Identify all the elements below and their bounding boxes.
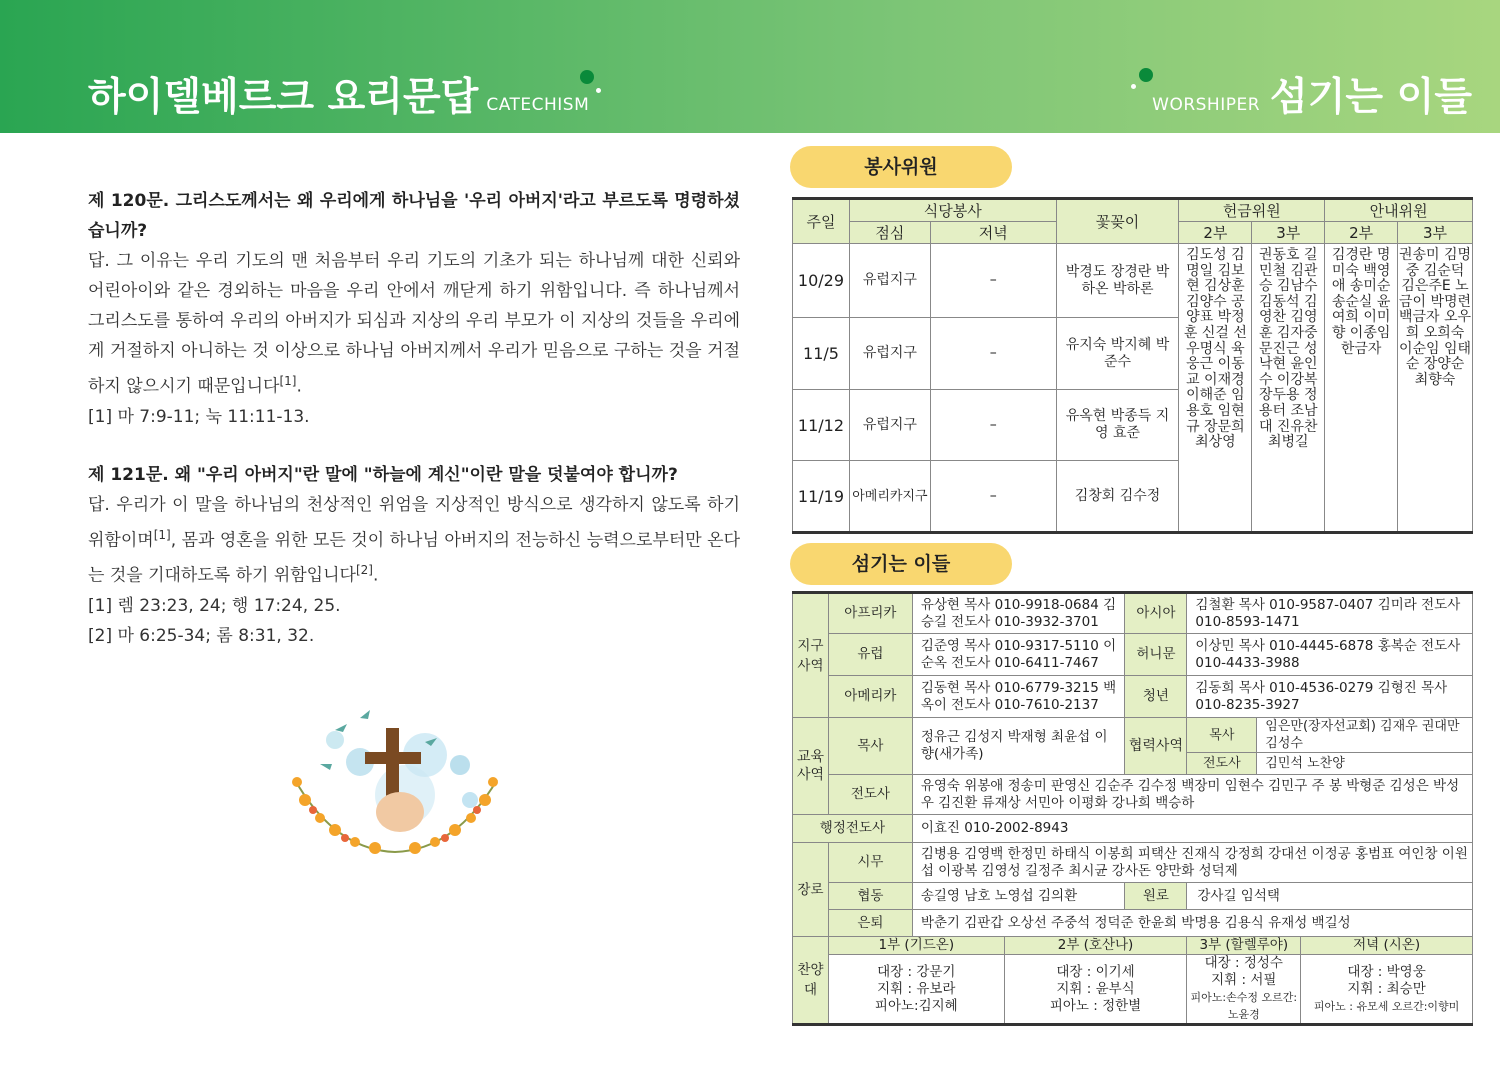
worshiper-subtitle: WORSHIPER — [1152, 95, 1261, 115]
choir-3-name: 3부 (할렐루야) — [1187, 937, 1301, 955]
dot-decoration — [1131, 84, 1136, 89]
worshiper-title: 섬기는 이들 — [1270, 75, 1472, 120]
africa-label: 아프리카 — [828, 593, 912, 634]
africa-names: 유상현 목사 010-9918-0684 김승길 전도사 010-3932-3701 — [912, 593, 1125, 634]
coop-evangelist-names: 김민석 노찬양 — [1257, 753, 1473, 775]
emeritus-names: 강사길 임석택 — [1187, 883, 1473, 910]
table-row: 11/12 유럽지구 – 유옥현 박종득 지영 효준 — [793, 390, 1473, 461]
header-guide-3: 3부 — [1398, 222, 1473, 244]
offering-2-names: 김도성 김명일 김보현 김상훈 김양수 공양표 박정훈 신걸 선우명식 육웅근 이동교 이재경 이해준 임용호 임현규 장문희 최상영 — [1179, 244, 1252, 533]
youth-names: 김동희 목사 010-4536-0279 김형진 목사 010-8235-3927 — [1187, 676, 1473, 718]
youth-label: 청년 — [1125, 676, 1187, 718]
header-offering: 헌금위원 — [1179, 199, 1325, 222]
retired-label: 은퇴 — [828, 910, 912, 937]
catechism-title: 하이델베르크 요리문답 — [88, 75, 479, 120]
header-offering-2: 2부 — [1179, 222, 1252, 244]
emeritus-label: 원로 — [1125, 883, 1187, 910]
header-offering-3: 3부 — [1252, 222, 1325, 244]
elder-label: 장로 — [793, 843, 829, 937]
volunteers-table — [792, 197, 1473, 534]
header-date: 주일 — [793, 199, 850, 244]
worshipers-pill: 섬기는 이들 — [790, 543, 1012, 585]
offering-3-names: 권동호 길민철 김관승 김남수 김동석 김영찬 김영훈 김자중 문진근 성낙현 윤인수 이강복 장두용 정용터 조남대 진유찬 최병길 — [1252, 244, 1325, 533]
answer-120: 답. 그 이유는 우리 기도의 맨 처음부터 우리 기도의 기초가 되는 하나님께 대한 신뢰와 어린아이와 같은 경외하는 마음을 우리 안에서 깨닫게 하기 위함입니다. 즉 하나님께서 그리스도를 통하여 우리의 아버지가 되심과 지상의 우리 부모가 이 지상의 것들을 우리에게 거절하지 아니하는 것 이상으로 하나님 아버지께서 우리가 믿음으로 구하는 것을 거절하지 않으시기 때문입니다[1]. — [88, 251, 740, 397]
worshiper-heading — [1152, 66, 1472, 122]
pastor-names: 정유근 김성지 박재형 최윤섭 이 향(새가족) — [912, 718, 1125, 775]
choir-1-members: 대장 : 강문기 지휘 : 유보라 피아노:김지혜 — [828, 955, 1004, 1025]
header-banner — [0, 0, 1500, 133]
hinimun-names: 이상민 목사 010-4445-6878 홍복순 전도사 010-4433-3988 — [1187, 634, 1473, 676]
answer-121: 답. 우리가 이 말을 하나님의 천상적인 위엄을 지상적인 방식으로 생각하지 않도록 하기 위함이며[1], 몸과 영혼을 위한 모든 것이 하나님 아버지의 전능하신 능력으로부터만 온다는 것을 기대하도록 하기 위함입니다[2]. — [88, 494, 740, 586]
table-row: 11/5 유럽지구 – 유지숙 박지혜 박준수 — [793, 318, 1473, 390]
catechism-body — [88, 186, 740, 651]
coop-pastor-names: 임은만(장자선교회) 김재우 권대만 김성수 — [1257, 718, 1473, 753]
coop-label: 협력사역 — [1125, 718, 1187, 775]
admin-names: 이효진 010-2002-8943 — [912, 815, 1472, 843]
header-guide: 안내위원 — [1325, 199, 1473, 222]
question-121: 제 121문. 왜 "우리 아버지"란 말에 "하늘에 계신"이란 말을 덧붙여야 합니까? — [88, 464, 678, 485]
choir-label: 찬양대 — [793, 937, 829, 1025]
catechism-heading — [88, 66, 589, 122]
choir-2-name: 2부 (호산나) — [1004, 937, 1187, 955]
header-lunch: 점심 — [849, 222, 930, 244]
active-elder-label: 시무 — [828, 843, 912, 883]
choir-3-members: 대장 : 정성수 지휘 : 서필 피아노:손수정 오르간:노윤경 — [1187, 955, 1301, 1025]
cross-illustration — [275, 700, 515, 870]
assoc-elder-names: 송길영 남호 노영섭 김의환 — [912, 883, 1125, 910]
region-label: 지구사역 — [793, 593, 829, 718]
header-meal: 식당봉사 — [849, 199, 1056, 222]
reference-121-1: [1] 렘 23:23, 24; 행 17:24, 25. — [88, 595, 341, 616]
choir-4-members: 대장 : 박영웅 지휘 : 최승만 피아노 : 유모세 오르간:이향미 — [1301, 955, 1473, 1025]
header-guide-2: 2부 — [1325, 222, 1398, 244]
europe-names: 김준영 목사 010-9317-5110 이순옥 전도사 010-6411-7467 — [912, 634, 1125, 676]
dot-decoration — [580, 70, 594, 84]
reference-121-2: [2] 마 6:25-34; 롬 8:31, 32. — [88, 625, 315, 646]
header-dinner: 저녁 — [930, 222, 1056, 244]
guide-3-names: 권송미 김명중 김순덕 김은주E 노금이 박명련 백금자 오우희 오희숙 이순임 임태순 장양순 최향숙 — [1398, 244, 1473, 533]
pastor-label: 목사 — [828, 718, 912, 775]
america-label: 아메리카 — [828, 676, 912, 718]
catechism-subtitle: CATECHISM — [486, 95, 590, 115]
america-names: 김동현 목사 010-6779-3215 백옥이 전도사 010-7610-2137 — [912, 676, 1125, 718]
guide-2-names: 김경란 명미숙 백영애 송미순 송순실 윤여희 이미향 이종임 한금자 — [1325, 244, 1398, 533]
worshipers-table — [792, 591, 1473, 1026]
choir-4-name: 저녁 (시온) — [1301, 937, 1473, 955]
admin-label: 행정전도사 — [793, 815, 913, 843]
question-120: 제 120문. 그리스도께서는 왜 우리에게 하나님을 '우리 아버지'라고 부르도록 명령하셨습니까? — [88, 191, 740, 241]
header-flower: 꽃꽂이 — [1056, 199, 1179, 244]
table-row: 11/19 아메리카지구 – 김창회 김수정 — [793, 461, 1473, 533]
evangelist-names: 유영숙 위봉애 정송미 판영신 김순주 김수정 백장미 임현수 김민구 주 봉 박형준 김성은 박성우 김진환 류재상 서민아 이평화 강나희 백승하 — [912, 775, 1472, 815]
asia-label: 아시아 — [1125, 593, 1187, 634]
asia-names: 김철환 목사 010-9587-0407 김미라 전도사 010-8593-1471 — [1187, 593, 1473, 634]
choir-1-name: 1부 (기드온) — [828, 937, 1004, 955]
assoc-elder-label: 협동 — [828, 883, 912, 910]
volunteers-pill: 봉사위원 — [790, 146, 1012, 188]
coop-evangelist-label: 전도사 — [1187, 753, 1257, 775]
dot-decoration — [1139, 68, 1153, 82]
europe-label: 유럽 — [828, 634, 912, 676]
education-label: 교육사역 — [793, 718, 829, 815]
active-elder-names: 김병용 김영백 한정민 하태식 이봉희 피택산 진재식 강정희 강대선 이정공 홍범표 여인창 이원섭 이광복 김영성 길정주 최시균 강사돈 양만화 성덕제 — [912, 843, 1472, 883]
table-row: 10/29 유럽지구 – 박경도 장경란 박하온 박하론 김도성 김명일 김보현 김상훈 김양수 공양표 박정훈 신걸 선우명식 육웅근 이동교 이재경 이해준 임용호 임현규 장문희 최상영 권동호 길민철 김관승 김남수 김동석 김영찬 김영훈 김자중 문진근 성낙현 윤인수 이강복 장두용 정용터 조남대 진유찬 최병길 김경란 명미숙 백영애 송미순 송순실 윤여희 이미향 이종임 한금자 권송미 김명중 김순덕 김은주E 노금이 박명련 백금자 오우희 오희숙 이순임 임태순 장양순 최향숙 — [793, 244, 1473, 318]
evangelist-label: 전도사 — [828, 775, 912, 815]
retired-names: 박춘기 김판갑 오상선 주중석 정덕준 한윤희 박명용 김용식 유재성 백길성 — [912, 910, 1472, 937]
hinimun-label: 허니문 — [1125, 634, 1187, 676]
reference-120-1: [1] 마 7:9-11; 눅 11:11-13. — [88, 406, 310, 427]
coop-pastor-label: 목사 — [1187, 718, 1257, 753]
dot-decoration — [596, 88, 601, 93]
choir-2-members: 대장 : 이기세 지휘 : 윤부식 피아노 : 정한별 — [1004, 955, 1187, 1025]
